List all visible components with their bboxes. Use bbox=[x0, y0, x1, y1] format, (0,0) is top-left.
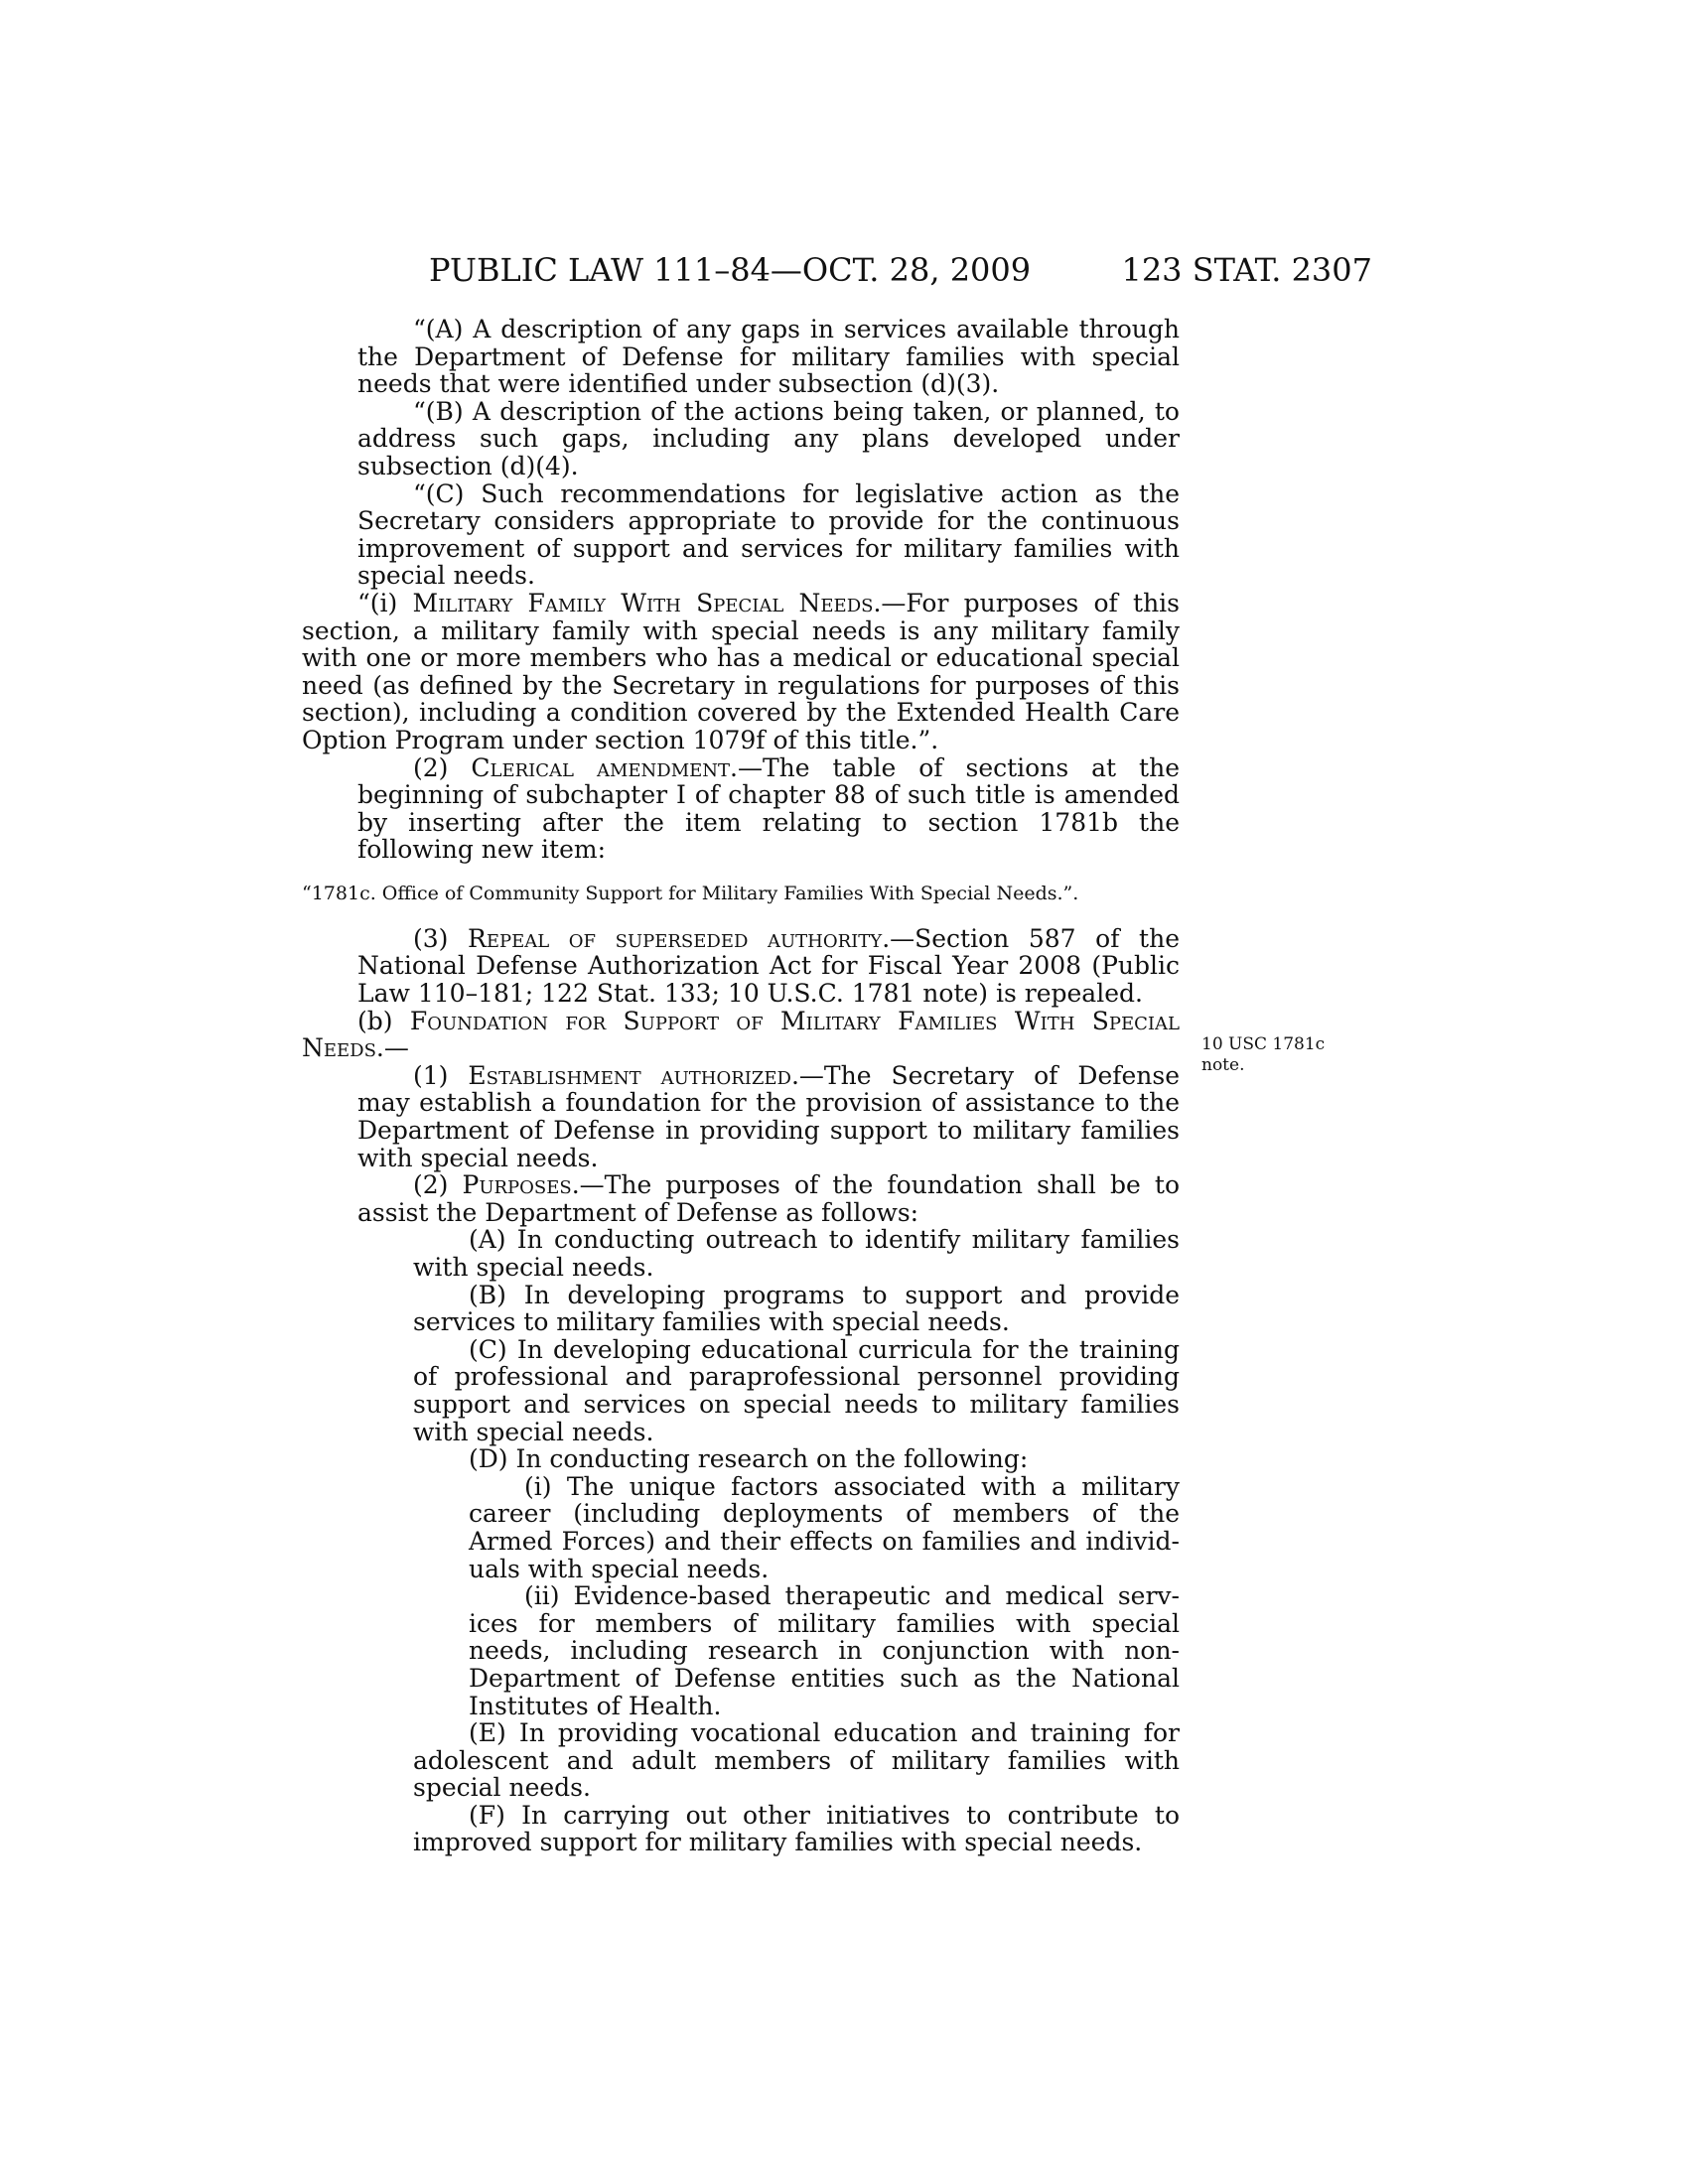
public-law-citation: PUBLIC LAW 111–84—OCT. 28, 2009 bbox=[429, 251, 1032, 289]
purpose-f-other-initiatives: (F) In carrying out other initiatives to contribute to improved support for military families with special needs. bbox=[413, 1800, 1180, 1857]
margin-note-usc-citation bbox=[1201, 1034, 1340, 1076]
establishment-body: .—The Secretary of Defense may establish a foundation for the provision of assistance to the Department of Defense in providing support to military families with special needs. bbox=[357, 1060, 1181, 1172]
clerical-amendment-heading: Clerical amendment bbox=[471, 752, 731, 782]
repeal-body: .—Section 587 of the National Defense Authorization Act for Fiscal Year 2008 (Public Law 110–181; 122 Stat. 133; 10 U.S.C. 1781 note) is repealed. bbox=[357, 923, 1181, 1009]
purposes-heading: Purposes bbox=[462, 1170, 572, 1200]
clerical-amendment-lead: (2) bbox=[413, 752, 472, 782]
repeal-heading: Repeal of superseded authority bbox=[468, 923, 883, 953]
purpose-d-research: (D) In conducting research on the following: bbox=[469, 1444, 1029, 1474]
statute-page-number: 123 STAT. 2307 bbox=[1121, 251, 1372, 289]
subsection-b-lead: (b) bbox=[357, 1006, 410, 1035]
paragraph-a-gaps: “(A) A description of any gaps in services available through the Department of Defense for military families with special needs that were identified under subsection (d)(3). bbox=[357, 315, 1180, 399]
subsection-b-body: .— bbox=[375, 1033, 409, 1063]
purpose-c-curricula: (C) In developing educational curricula for the training of professional and paraprofessional personnel providing support and services on special needs to military families with special needs. bbox=[413, 1334, 1180, 1446]
statute-body bbox=[302, 316, 1180, 1856]
repeal-of-superseded-authority bbox=[357, 925, 1180, 1008]
subsection-b-heading: Foundation for Support of Military Families With Special Needs bbox=[302, 1006, 1180, 1063]
page-header bbox=[429, 250, 1372, 290]
purpose-e-vocational: (E) In providing vocational education and training for adolescent and adult members of military families with special needs. bbox=[413, 1718, 1180, 1803]
purposes bbox=[357, 1171, 1180, 1226]
establishment-heading: Establishment authorized bbox=[468, 1060, 791, 1090]
subsection-i-body: .—For purposes of this section, a military family with special needs is any military family with one or more members who has a medical or educational special need (as defined by the Secretary in regulations for purposes of this section), including a condition covered by the Extended Health Care Option Program under section 1079f of this title.”. bbox=[302, 588, 1181, 754]
purpose-a-outreach: (A) In conducting outreach to identify military families with special needs. bbox=[413, 1225, 1180, 1282]
clerical-amendment-body: .—The table of sections at the beginning of subchapter I of chapter 88 of such title is amended by inserting after the item relating to section 1781b the following new item: bbox=[357, 752, 1180, 865]
subsection-i-lead: “(i) bbox=[357, 588, 413, 617]
table-of-sections-item: “1781c. Office of Community Support for Military Families With Special Needs.”. bbox=[302, 882, 1079, 904]
establishment-lead: (1) bbox=[413, 1060, 469, 1090]
margin-note-line-1: 10 USC 1781c bbox=[1201, 1034, 1326, 1054]
purposes-body: .—The purposes of the foundation shall be to assist the Department of Defense as follows: bbox=[357, 1170, 1180, 1227]
establishment-authorized bbox=[357, 1062, 1180, 1171]
purposes-lead: (2) bbox=[413, 1170, 463, 1200]
margin-note-line-2: note. bbox=[1201, 1055, 1245, 1075]
research-ii-evidence-based: (ii) Evidence-based therapeutic and medical services for members of military families with special needs, including research in conjunction with non-Department of Defense entities such as the National Institutes of Health. bbox=[469, 1581, 1180, 1720]
research-i-unique-factors: (i) The unique factors associated with a military career (including deployments of members of the Armed Forces) and their effects on families and individuals with special needs. bbox=[469, 1471, 1180, 1583]
subsection-i-definition bbox=[302, 590, 1180, 754]
subsection-b-foundation bbox=[302, 1008, 1180, 1062]
paragraph-c-recommendations: “(C) Such recommendations for legislative action as the Secretary considers appropriate to provide for the continuous improvement of support and services for military families with special needs. bbox=[357, 478, 1180, 591]
clerical-amendment bbox=[357, 754, 1180, 864]
paragraph-b-actions: “(B) A description of the actions being taken, or planned, to address such gaps, including any plans developed under subsection (d)(4). bbox=[357, 396, 1180, 480]
repeal-lead: (3) bbox=[413, 923, 469, 953]
subsection-i-heading: Military Family With Special Needs bbox=[412, 588, 874, 617]
purpose-b-programs: (B) In developing programs to support and provide services to military families with special needs. bbox=[413, 1280, 1180, 1337]
